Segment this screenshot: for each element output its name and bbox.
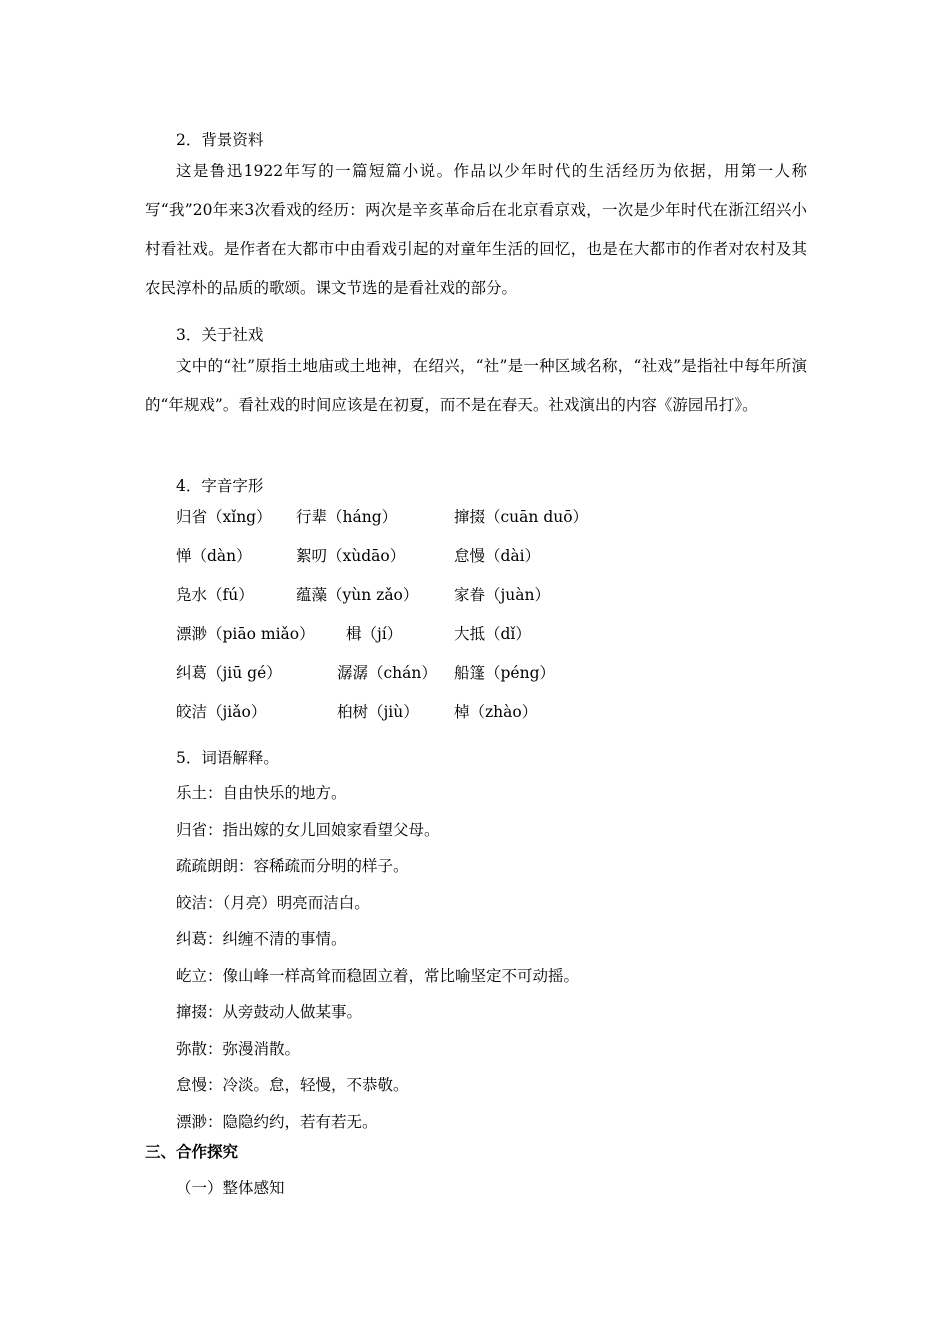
pronunciation-item: 潺潺（chán） [337, 664, 437, 682]
overall-heading: （一）整体感知 [176, 1179, 285, 1197]
opera-heading: 3．关于社戏 [176, 326, 264, 344]
pronunciation-item: 蕴藻（yùn zǎo） [296, 586, 419, 604]
pronunciation-item: 行辈（háng） [296, 508, 398, 526]
cooperation-heading: 三、合作探究 [145, 1142, 239, 1161]
pronunciation-item: 桕树（jiù） [337, 703, 419, 721]
vocabulary-item: 纠葛：纠缠不清的事情。 [176, 930, 347, 948]
pronunciation-item: 皎洁（jiǎo） [176, 703, 267, 721]
pronunciation-heading: 4．字音字形 [176, 477, 264, 495]
vocabulary-item: 疏疏朗朗：容稀疏而分明的样子。 [176, 857, 409, 875]
pronunciation-item: 大抵（dǐ） [454, 625, 531, 643]
vocabulary-list [176, 781, 579, 1146]
pronunciation-item: 撺掇（cuān duō） [454, 508, 589, 526]
background-heading: 2．背景资料 [176, 131, 264, 149]
vocabulary-item: 皎洁：（月亮）明亮而洁白。 [176, 893, 370, 912]
vocabulary-item: 撺掇：从旁鼓动人做某事。 [176, 1003, 363, 1021]
vocabulary-item: 归省：指出嫁的女儿回娘家看望父母。 [176, 820, 440, 839]
pronunciation-item: 絮叨（xùdāo） [296, 547, 406, 565]
pronunciation-item: 家眷（juàn） [454, 586, 551, 604]
pronunciation-item: 惮（dàn） [176, 547, 252, 565]
pronunciation-item: 归省（xǐng） [176, 508, 272, 526]
opera-paragraph: 文中的“社”原指土地庙或土地神，在绍兴，“社”是一种区域名称，“社戏”是指社中每年所演的“年规戏”。看社戏的时间应该是在初夏，而不是在春天。社戏演出的内容《游园吊打》。 [145, 357, 807, 414]
pronunciation-item: 船篷（péng） [454, 664, 556, 682]
vocabulary-item: 漂渺：隐隐约约，若有若无。 [176, 1112, 378, 1131]
background-paragraph: 这是鲁迅1922年写的一篇短篇小说。作品以少年时代的生活经历为依据，用第一人称写“我”20年来3次看戏的经历：两次是辛亥革命后在北京看京戏，一次是少年时代在浙江绍兴小村看社戏。是作者在大都市中由看戏引起的对童年生活的回忆，也是在大都市的作者对农村及其农民淳朴的品质的歌颂。课文节选的是看社戏的部分。 [145, 162, 807, 297]
vocabulary-item: 乐土：自由快乐的地方。 [176, 784, 347, 802]
vocabulary-item: 屹立：像山峰一样高耸而稳固立着，常比喻坚定不可动摇。 [176, 966, 580, 985]
vocabulary-item: 弥散：弥漫消散。 [176, 1039, 301, 1058]
vocabulary-item: 怠慢：冷淡。怠，轻慢，不恭敬。 [176, 1076, 409, 1094]
pronunciation-item: 凫水（fú） [176, 586, 254, 604]
pronunciation-item: 棹（zhào） [454, 703, 538, 721]
pronunciation-item: 楫（jí） [346, 625, 403, 643]
pronunciation-item: 怠慢（dài） [454, 547, 541, 565]
pronunciation-item: 纠葛（jiū gé） [176, 664, 282, 682]
vocabulary-heading: 5．词语解释。 [176, 749, 279, 767]
pronunciation-item: 漂渺（piāo miǎo） [176, 625, 315, 643]
